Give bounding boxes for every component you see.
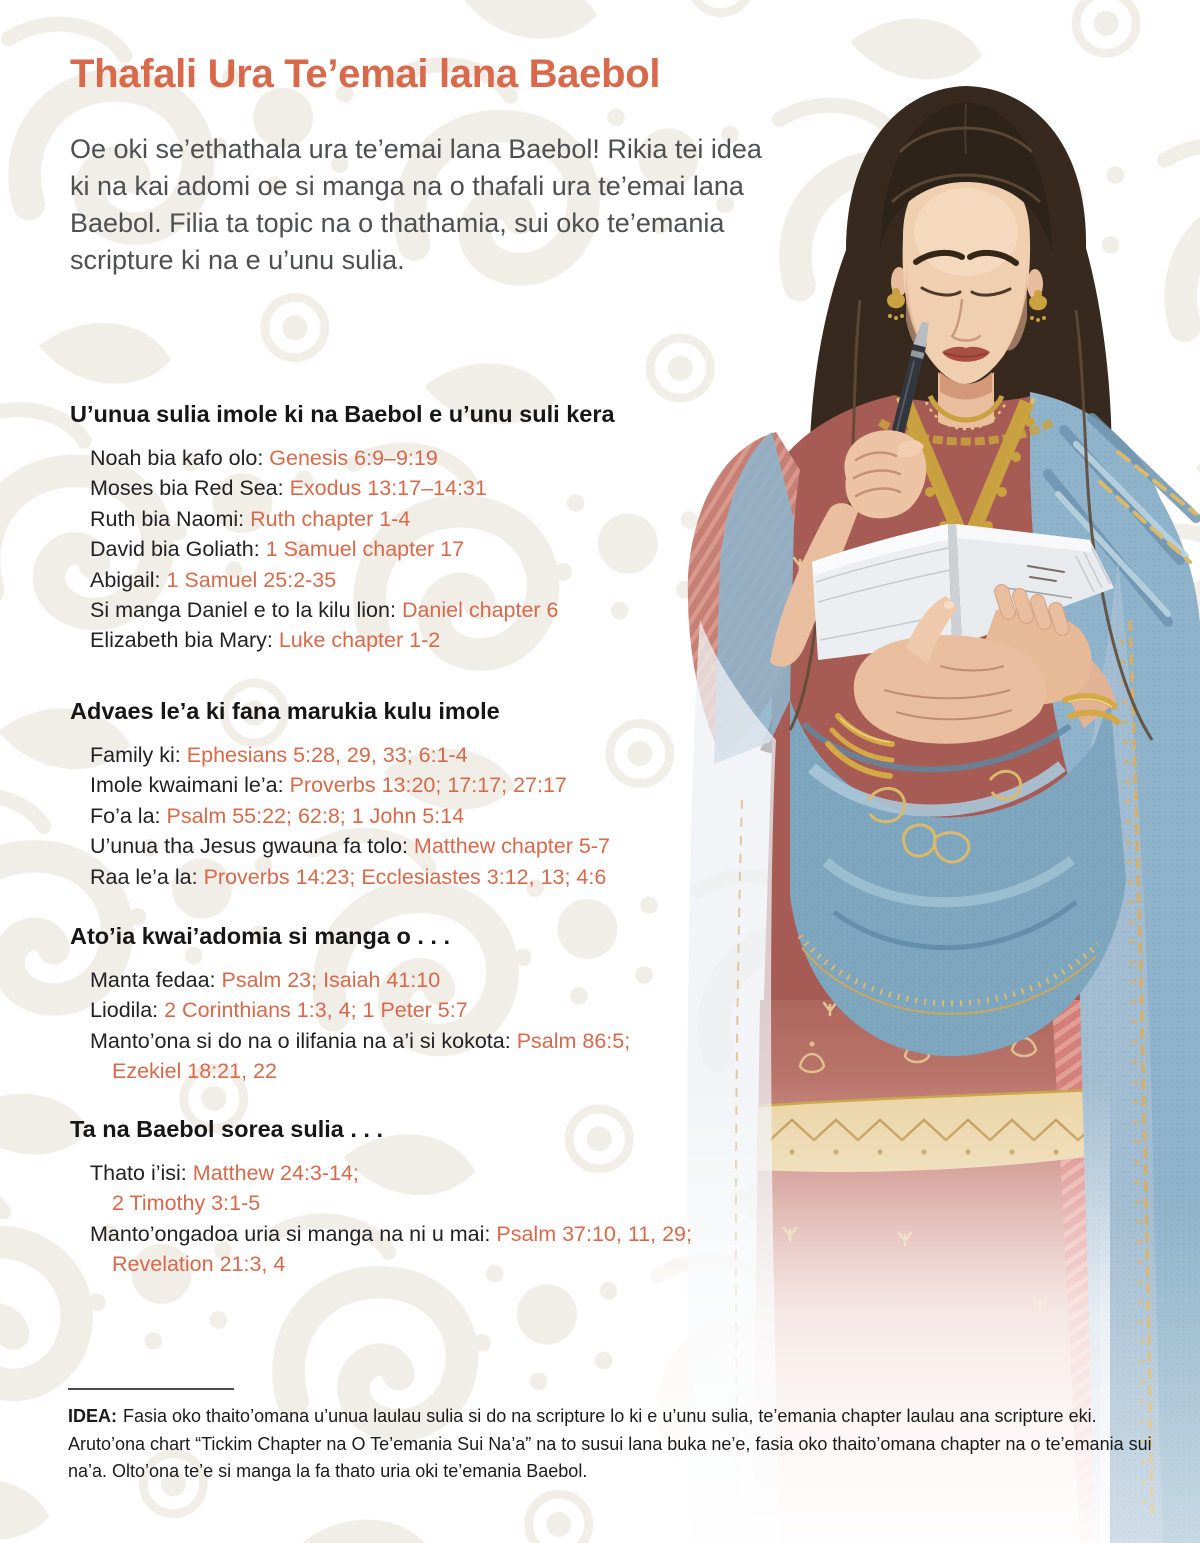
item-label: Manto’ona si do na o ilifania na a’i si kokota: <box>90 1028 511 1053</box>
scripture-ref[interactable]: Exodus 13:17–14:31 <box>289 476 487 501</box>
scripture-ref[interactable]: Ezekiel 18:21, 22 <box>112 1059 277 1084</box>
list-item <box>70 740 710 770</box>
section-3 <box>70 923 710 1087</box>
scripture-ref[interactable]: Matthew 24:3-14; <box>192 1161 359 1185</box>
list-item <box>70 965 710 995</box>
footer-note <box>68 1388 1170 1486</box>
list-item <box>70 1158 710 1219</box>
item-label: U’unua tha Jesus gwauna fa tolo: <box>90 834 408 859</box>
scripture-ref[interactable]: 1 Samuel 25:2-35 <box>166 567 337 592</box>
scripture-ref[interactable]: Ephesians 5:28, 29, 33; 6:1-4 <box>186 743 468 767</box>
scripture-ref[interactable]: 1 Samuel chapter 17 <box>265 537 465 562</box>
section-1 <box>70 401 710 656</box>
item-label: Liodila: <box>90 998 159 1023</box>
item-label: Fo’a la: <box>90 803 161 828</box>
item-label: Family ki: <box>90 743 181 767</box>
item-label: Noah bia kafo olo: <box>90 446 264 470</box>
scripture-ref[interactable]: Ruth chapter 1-4 <box>250 506 411 531</box>
list-item <box>70 595 710 625</box>
item-label: Abigail: <box>90 567 161 592</box>
list-item <box>70 801 710 831</box>
item-label: Manto’ongadoa uria si manga na ni u mai: <box>90 1221 491 1246</box>
item-label: Ruth bia Naomi: <box>90 506 245 531</box>
section-2 <box>70 698 710 892</box>
section-heading: Advaes le’a ki fana marukia kulu imole <box>70 698 500 724</box>
scripture-ref[interactable]: Revelation 21:3, 4 <box>112 1252 286 1277</box>
item-label: Thato i’isi: <box>90 1161 187 1185</box>
list-item <box>70 473 710 503</box>
idea-label: IDEA: <box>68 1406 117 1426</box>
scripture-ref[interactable]: Genesis 6:9–9:19 <box>269 446 438 470</box>
item-label: David bia Goliath: <box>90 537 260 562</box>
section-heading: U’unua sulia imole ki na Baebol e u’unu suli kera <box>70 401 615 427</box>
scripture-ref[interactable]: Proverbs 14:23; Ecclesiastes 3:12, 13; 4:6 <box>203 864 607 889</box>
list-item <box>70 625 710 655</box>
intro-paragraph: Oe oki se’ethathala ura te’emai lana Baebol! Rikia tei idea ki na kai adomi oe si manga na o thafali ura te’emai lana Baebol. Filia ta topic na o thathamia, sui oko te’emania scripture ki na e u’unu sulia. <box>70 134 762 275</box>
list-item <box>70 995 710 1025</box>
scripture-ref[interactable]: Psalm 37:10, 11, 29; <box>496 1221 692 1246</box>
item-label: Raa le’a la: <box>90 864 198 889</box>
list-item <box>70 1219 710 1280</box>
scripture-ref[interactable]: Psalm 86:5; <box>516 1028 631 1053</box>
list-item <box>70 443 710 473</box>
item-label: Moses bia Red Sea: <box>90 476 284 501</box>
footer-rule <box>68 1388 234 1390</box>
list-item <box>70 504 710 534</box>
item-label: Manta fedaa: <box>90 968 216 992</box>
section-heading: Ato’ia kwai’adomia si manga o . . . <box>70 923 451 949</box>
section-4 <box>70 1116 710 1280</box>
item-label: Imole kwaimani le’a: <box>90 773 284 798</box>
scripture-ref[interactable]: 2 Timothy 3:1-5 <box>112 1191 261 1216</box>
list-item <box>70 534 710 564</box>
idea-text: Fasia oko thaito’omana u’unua laulau sulia si do na scripture lo ki e u’unu sulia, te’emania chapter laulau ana scripture eki. Aruto’ona chart “Tickim Chapter na O Te’emania Sui Na’a” na to susui lana buka ne’e, fasia oko thaito’omana chapter na o te’emania sui na’a. Olto’ona te’e si manga la fa thato uria oki te’emania Baebol. <box>68 1406 1152 1481</box>
list-item <box>70 831 710 861</box>
scripture-ref[interactable]: Luke chapter 1-2 <box>278 628 441 653</box>
item-label: Si manga Daniel e to la kilu lion: <box>90 598 396 623</box>
scripture-ref[interactable]: Proverbs 13:20; 17:17; 27:17 <box>289 773 567 798</box>
list-item <box>70 862 710 892</box>
sections <box>70 0 710 1543</box>
page-title: Thafali Ura Te’emai lana Baebol <box>70 52 661 96</box>
item-label: Elizabeth bia Mary: <box>90 628 273 653</box>
scripture-ref[interactable]: Psalm 23; Isaiah 41:10 <box>221 968 441 992</box>
list-item <box>70 770 710 800</box>
scripture-ref[interactable]: Matthew chapter 5-7 <box>413 834 610 859</box>
list-item <box>70 1026 710 1087</box>
scripture-ref[interactable]: 2 Corinthians 1:3, 4; 1 Peter 5:7 <box>164 998 468 1023</box>
scripture-ref[interactable]: Psalm 55:22; 62:8; 1 John 5:14 <box>166 803 465 828</box>
section-heading: Ta na Baebol sorea sulia . . . <box>70 1116 384 1142</box>
scripture-ref[interactable]: Daniel chapter 6 <box>401 598 559 623</box>
list-item <box>70 565 710 595</box>
